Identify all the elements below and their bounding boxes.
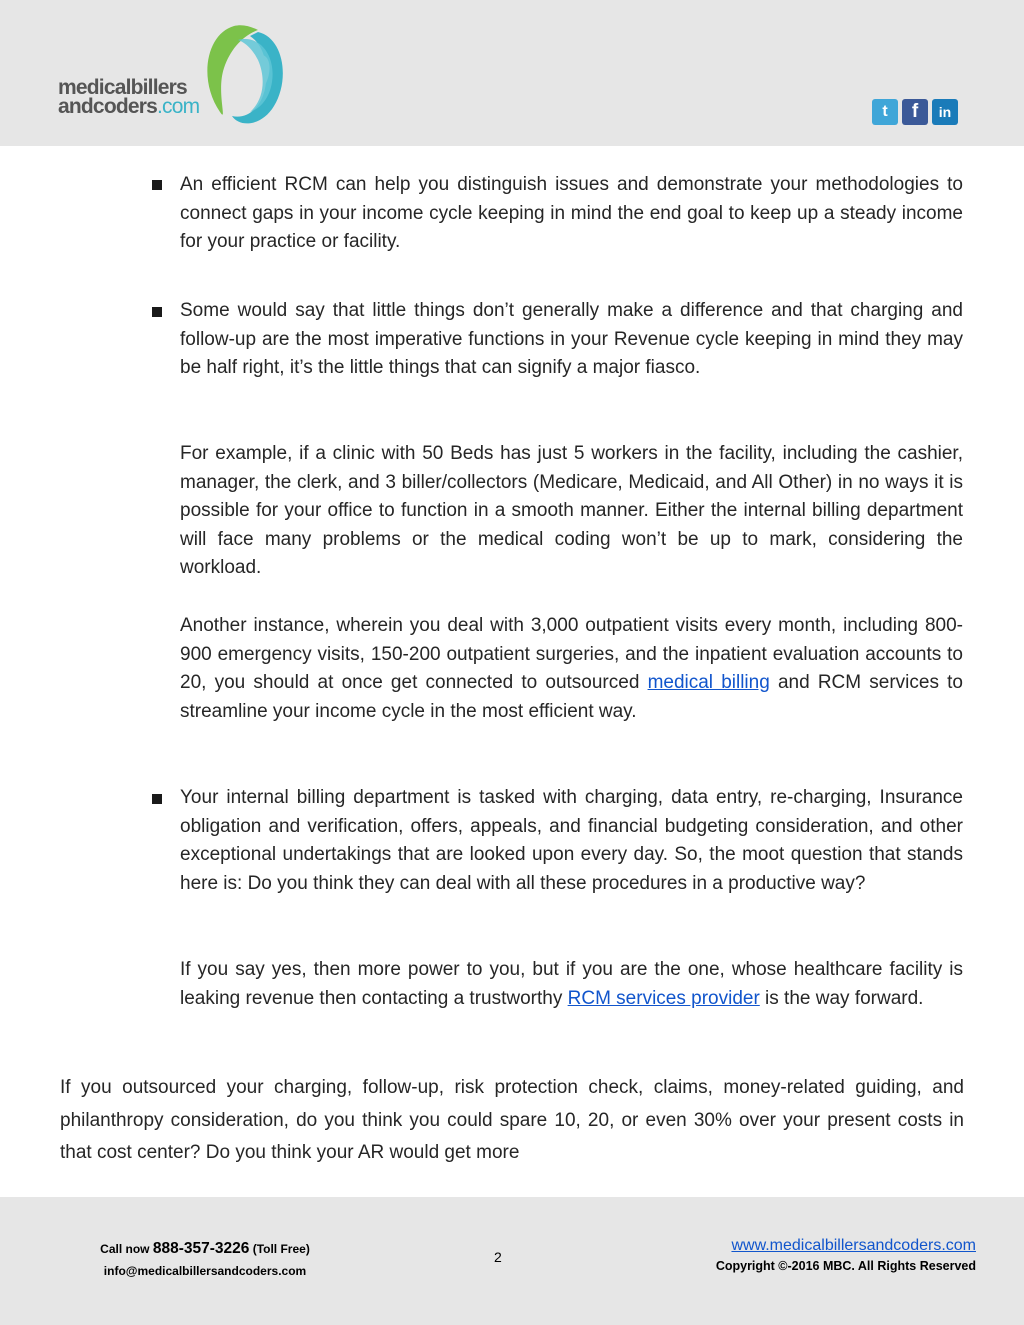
social-links [872,99,958,125]
footer-site [716,1237,976,1273]
yes-text-before: If you say yes, then more power to you, but if you are the one, whose healthcare facility is leaking revenue then contacting a trustworthy [180,959,963,1009]
toll-free-label: (Toll Free) [249,1242,310,1256]
facebook-icon[interactable]: f [902,99,928,125]
logo-wordmark [58,78,199,116]
logo-line1: medicalbillers [58,76,187,99]
yes-text-after: is the way forward. [759,987,924,1009]
instance-paragraph [180,612,963,726]
final-paragraph: If you outsourced your charging, follow-up, risk protection check, claims, money-related guiding, and philanthropy consideration, do you think you could spare 10, 20, or even 30% over your present costs in that cost center? Do you think your AR would get more [60,1077,964,1163]
footer-contact [80,1240,330,1278]
footer-email[interactable]: info@medicalbillersandcoders.com [103,1264,307,1278]
twitter-icon[interactable]: t [872,99,898,125]
bullet-paragraph-3: Your internal billing department is tasked with charging, data entry, re-charging, Insurance obligation and verification, offers, appeals, and financial budgeting consideration, and other exceptional undertakings that are looked upon every day. So, the moot question that stands here is: Do you think they can deal with all these procedures in a productive way? [180,787,963,894]
bullet-icon [152,180,162,190]
copyright-text: Copyright ©-2016 MBC. All Rights Reserved [715,1259,976,1273]
bullet-icon [152,307,162,317]
instance-text-after: and RCM services to streamline your income cycle in the most efficient way. [180,672,963,722]
company-logo[interactable] [58,20,298,130]
logo-line2 [58,97,199,116]
yes-paragraph [180,956,963,1013]
website-link[interactable]: www.medicalbillersandcoders.com [731,1237,976,1254]
logo-line2-domain: .com [157,95,200,118]
example-paragraph: For example, if a clinic with 50 Beds has just 5 workers in the facility, including the cashier, manager, the clerk, and 3 biller/collectors (Medicare, Medicaid, and All Other) in no ways it is possible for your office to function in a smooth manner. Either the internal billing department will face many problems or the medical coding won’t be up to mark, considering the workload. [180,443,963,579]
medical-billing-link[interactable]: medical billing [647,672,770,694]
page-number: 2 [494,1249,502,1265]
linkedin-icon[interactable]: in [932,99,958,125]
bullet-paragraph-1: An efficient RCM can help you distinguish issues and demonstrate your methodologies to connect gaps in your income cycle keeping in mind the end goal to keep up a steady income for your practice or facility. [180,174,963,253]
bullet-icon [152,794,162,804]
bullet-paragraph-2: Some would say that little things don’t generally make a difference and that charging and follow-up are the most imperative functions in your Revenue cycle keeping in mind they may be half right, it’s the little things that can signify a major fiasco. [180,300,963,379]
footer-call-line [80,1240,330,1258]
phone-number[interactable]: 888-357-3226 [152,1240,250,1257]
call-prefix: Call now [100,1242,153,1256]
instance-text-before: Another instance, wherein you deal with 3,000 outpatient visits every month, including 800-900 emergency visits, 150-200 outpatient surgeries, and the inpatient evaluation accounts to 20, you should at once get connected to outsourced [180,615,963,694]
rcm-services-provider-link[interactable]: RCM services provider [567,987,760,1009]
logo-mark-icon [198,20,288,130]
logo-line2-name: andcoders [58,95,157,118]
